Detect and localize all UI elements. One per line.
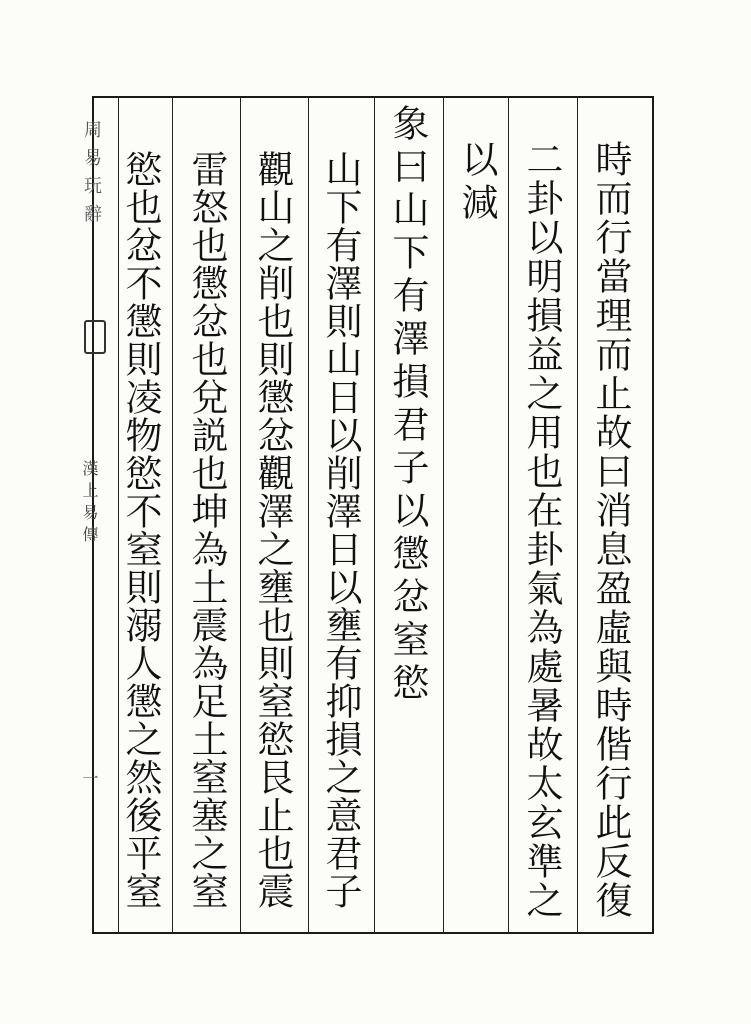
text-column-6: 觀山之削也則懲忿觀澤之壅也則窒慾艮止也震: [251, 150, 294, 910]
column-rule: [374, 96, 375, 934]
margin-section: 漢上易傳: [80, 460, 99, 548]
margin-title: 周易玩辭: [81, 120, 102, 232]
text-column-4: 象曰山下有澤損君子以懲忿窒慾: [386, 104, 429, 706]
text-column-5: 山下有澤則山日以削澤日以壅有抑損之意君子: [319, 150, 362, 910]
column-rule: [172, 96, 173, 934]
column-rule: [443, 96, 444, 934]
text-column-3: 以減: [455, 140, 498, 226]
column-rule: [577, 96, 578, 934]
fishtail-mark: [84, 320, 106, 354]
text-column-8: 慾也忿不懲則凌物慾不窒則溺人懲之然後平窒: [119, 150, 162, 910]
text-column-7: 雷怒也懲忿也兌説也坤為土震為足土窒塞之窒: [185, 150, 228, 910]
margin-page-number: 一: [80, 770, 99, 786]
column-rule: [508, 96, 509, 934]
text-column-2: 二卦以明損益之用也在卦氣為處暑故太玄準之: [520, 140, 563, 920]
column-rule: [308, 96, 309, 934]
text-column-1: 時而行當理而止故曰消息盈虛與時偕行此反復: [589, 140, 632, 920]
page-frame: [92, 96, 654, 934]
column-rule: [240, 96, 241, 934]
